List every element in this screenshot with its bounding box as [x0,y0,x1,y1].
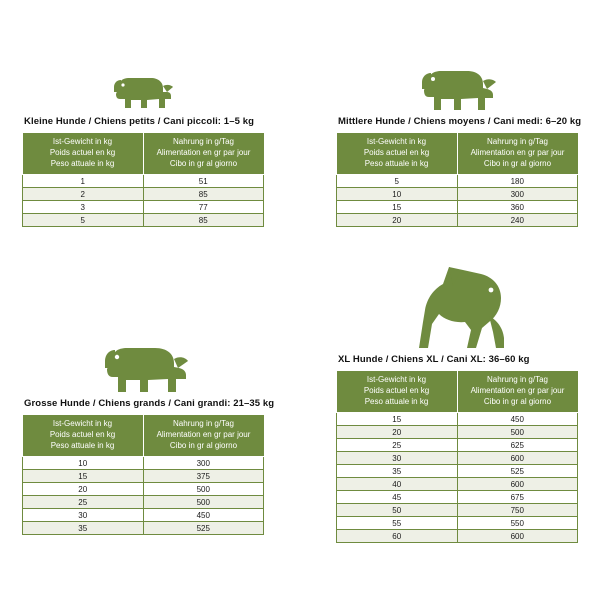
header-line-de: Nahrung in g/Tag [487,375,548,384]
cell-food: 675 [457,491,578,504]
table-row [337,439,578,452]
header-line-de: Ist-Gewicht in kg [52,137,113,146]
panel-title: Grosse Hunde / Chiens grands / Cani grandi: 21–35 kg [24,398,275,409]
cell-weight: 50 [337,504,458,517]
cell-food: 500 [143,496,264,509]
column-header-weight [337,133,458,175]
column-header-weight [23,415,144,457]
feeding-table-large-dogs [22,414,264,535]
table-row [23,201,264,214]
cell-food: 240 [457,214,578,227]
cell-food: 300 [457,188,578,201]
header-line-fr: Alimentation en gr par jour [156,429,251,439]
table-row [337,504,578,517]
feeding-table-xl-dogs [336,370,578,543]
cell-food: 450 [143,509,264,522]
column-header-weight [23,133,144,175]
table-row [337,452,578,465]
column-header-food [457,371,578,413]
header-line-fr: Alimentation en gr par jour [470,147,565,157]
header-line-de: Ist-Gewicht in kg [366,137,427,146]
table-header-row [23,133,264,175]
table-row [23,496,264,509]
large-dog-icon [22,340,264,398]
cell-weight: 60 [337,530,458,543]
panel-small-dogs [22,72,264,227]
header-line-fr: Poids actuel en kg [49,429,116,439]
cell-food: 750 [457,504,578,517]
cell-food: 525 [457,465,578,478]
cell-weight: 25 [337,439,458,452]
table-row [337,478,578,491]
xl-dog-icon [336,262,578,354]
header-line-it: Cibo in gr al giorno [483,396,552,406]
panel-large-dogs [22,340,275,535]
cell-weight: 45 [337,491,458,504]
table-row [23,522,264,535]
cell-food: 600 [457,478,578,491]
panel-title: Mittlere Hunde / Chiens moyens / Cani medi: 6–20 kg [338,116,582,127]
cell-weight: 3 [23,201,144,214]
table-row [23,457,264,470]
cell-weight: 15 [23,470,144,483]
cell-weight: 40 [337,478,458,491]
header-line-de: Ist-Gewicht in kg [366,375,427,384]
cell-food: 51 [143,175,264,188]
column-header-food [457,133,578,175]
cell-food: 180 [457,175,578,188]
cell-food: 600 [457,530,578,543]
table-row [23,175,264,188]
small-dog-icon [22,72,264,116]
header-line-fr: Alimentation en gr par jour [470,385,565,395]
panel-medium-dogs [336,64,582,227]
cell-food: 450 [457,413,578,426]
cell-food: 625 [457,439,578,452]
cell-weight: 5 [23,214,144,227]
cell-weight: 35 [23,522,144,535]
cell-weight: 20 [337,214,458,227]
cell-weight: 20 [337,426,458,439]
feeding-table-small-dogs [22,132,264,227]
cell-weight: 35 [337,465,458,478]
header-line-it: Cibo in gr al giorno [169,440,238,450]
column-header-weight [337,371,458,413]
header-line-de: Ist-Gewicht in kg [52,419,113,428]
header-line-it: Peso attuale in kg [364,396,429,406]
cell-weight: 30 [337,452,458,465]
cell-weight: 30 [23,509,144,522]
column-header-food [143,133,264,175]
table-row [23,214,264,227]
table-row [23,470,264,483]
cell-food: 85 [143,188,264,201]
table-row [337,188,578,201]
table-row [337,517,578,530]
panel-xl-dogs [336,262,578,543]
cell-weight: 10 [23,457,144,470]
table-row [337,530,578,543]
table-header-row [337,371,578,413]
cell-food: 77 [143,201,264,214]
cell-weight: 15 [337,413,458,426]
cell-food: 550 [457,517,578,530]
cell-weight: 2 [23,188,144,201]
cell-weight: 20 [23,483,144,496]
table-header-row [337,133,578,175]
cell-food: 525 [143,522,264,535]
header-line-fr: Alimentation en gr par jour [156,147,251,157]
header-line-de: Nahrung in g/Tag [487,137,548,146]
medium-dog-icon [336,64,578,116]
cell-food: 300 [143,457,264,470]
cell-weight: 15 [337,201,458,214]
table-row [23,509,264,522]
table-row [23,483,264,496]
table-header-row [23,415,264,457]
table-row [337,491,578,504]
cell-food: 500 [143,483,264,496]
cell-food: 360 [457,201,578,214]
table-row [337,465,578,478]
table-row [23,188,264,201]
cell-weight: 5 [337,175,458,188]
column-header-food [143,415,264,457]
header-line-de: Nahrung in g/Tag [173,419,234,428]
table-row [337,175,578,188]
table-row [337,413,578,426]
panel-title: Kleine Hunde / Chiens petits / Cani piccoli: 1–5 kg [24,116,254,127]
cell-weight: 25 [23,496,144,509]
header-line-it: Cibo in gr al giorno [169,158,238,168]
table-row [337,201,578,214]
panel-title: XL Hunde / Chiens XL / Cani XL: 36–60 kg [338,354,530,365]
cell-food: 500 [457,426,578,439]
header-line-fr: Poids actuel en kg [363,385,430,395]
cell-weight: 1 [23,175,144,188]
feeding-table-medium-dogs [336,132,578,227]
header-line-it: Cibo in gr al giorno [483,158,552,168]
cell-food: 85 [143,214,264,227]
header-line-fr: Poids actuel en kg [363,147,430,157]
header-line-it: Peso attuale in kg [50,440,115,450]
header-line-it: Peso attuale in kg [50,158,115,168]
header-line-de: Nahrung in g/Tag [173,137,234,146]
cell-food: 375 [143,470,264,483]
cell-weight: 55 [337,517,458,530]
table-row [337,426,578,439]
table-row [337,214,578,227]
cell-food: 600 [457,452,578,465]
header-line-fr: Poids actuel en kg [49,147,116,157]
header-line-it: Peso attuale in kg [364,158,429,168]
cell-weight: 10 [337,188,458,201]
